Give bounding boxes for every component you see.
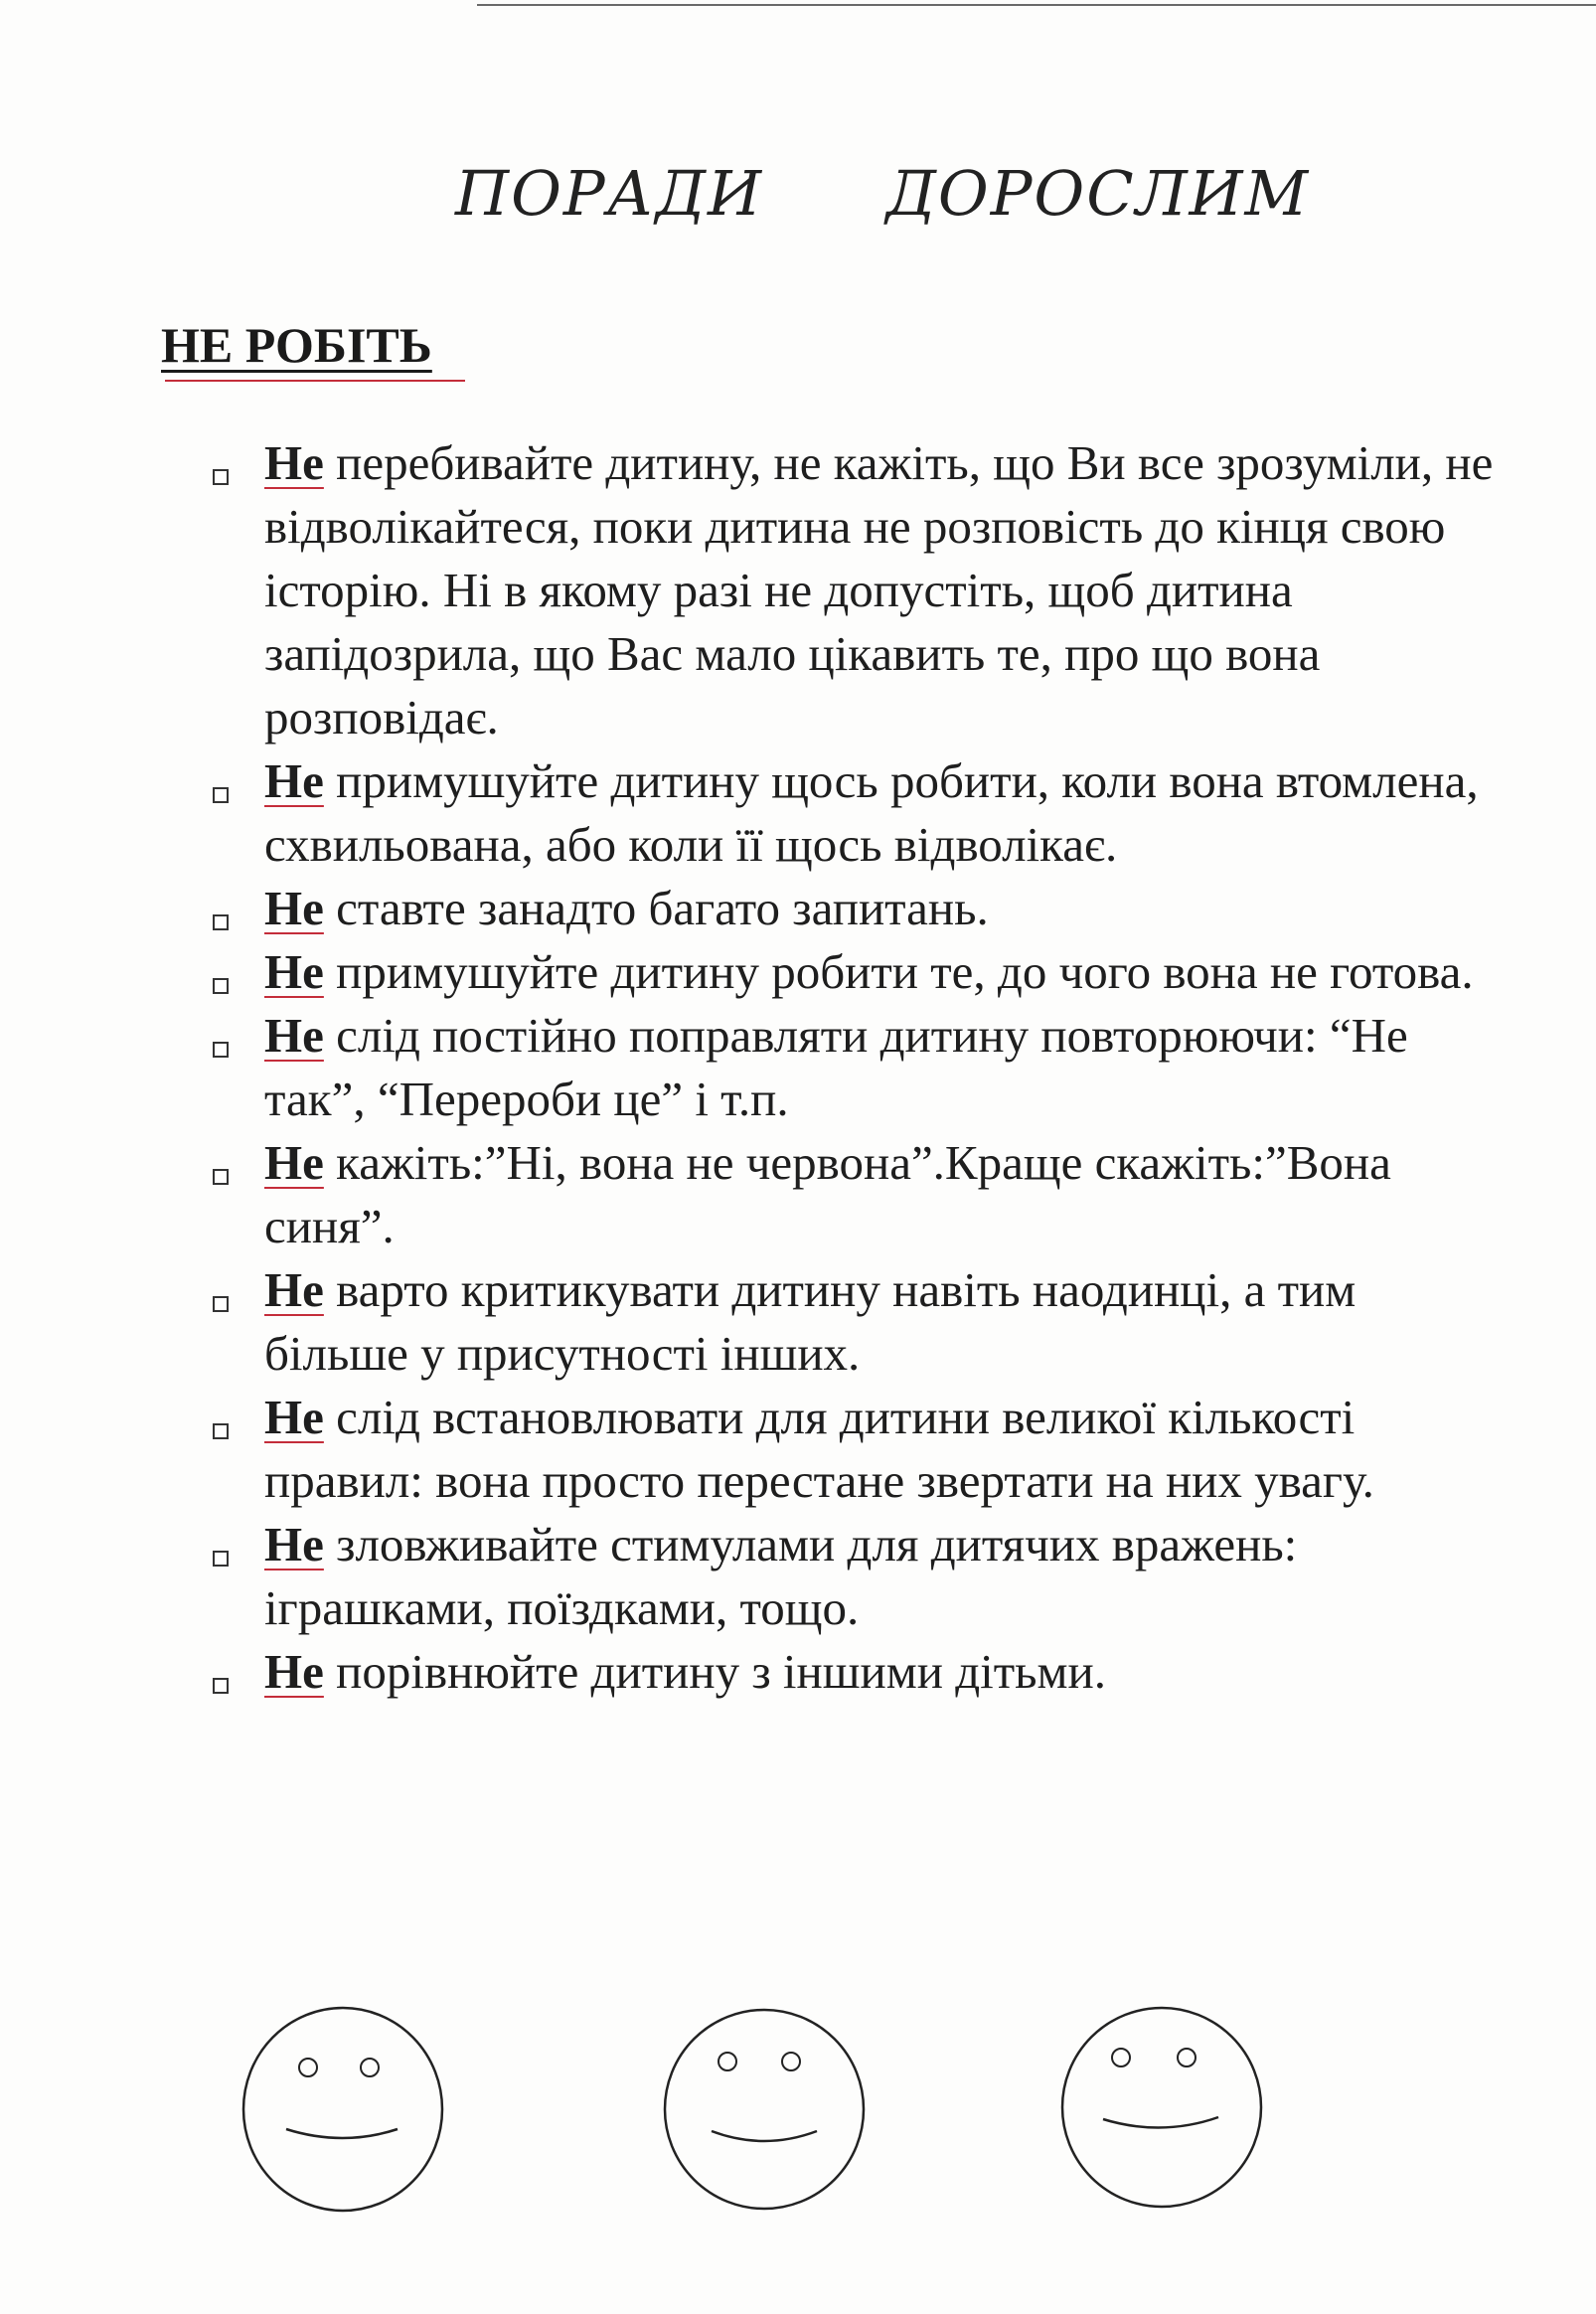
list-item [209, 940, 1501, 1004]
square-bullet-icon [213, 1042, 229, 1058]
smiley-face-icon [239, 1998, 447, 2217]
list-item [209, 877, 1501, 940]
square-bullet-icon [213, 1296, 229, 1312]
item-prefix: Не [264, 1644, 324, 1699]
item-text: слід постійно поправляти дитину повторюючи: “Не так”, “Перероби це” і т.п. [264, 1008, 1408, 1126]
section-heading: НЕ РОБІТЬ [161, 317, 432, 373]
square-bullet-icon [213, 978, 229, 994]
heading-red-underline [165, 380, 465, 382]
list-item [209, 1513, 1501, 1640]
square-bullet-icon [213, 1678, 229, 1694]
title-word-2: ДОРОСЛИМ [885, 157, 1310, 230]
item-prefix: Не [264, 1390, 324, 1444]
item-text: порівнюйте дитину з іншими дітьми. [323, 1644, 1106, 1699]
item-text: примушуйте дитину робити те, до чого вона не готова. [323, 944, 1474, 999]
list-item [209, 1131, 1501, 1258]
scan-edge-line [477, 4, 1596, 6]
advice-list [209, 431, 1501, 1704]
smiley-face-icon [660, 1998, 869, 2217]
item-text: перебивайте дитину, не кажіть, що Ви все зрозуміли, не відволікайтеся, поки дитина не розповість до кінця свою історію. Ні в якому разі не допустіть, щоб дитина запідозрила, що Вас мало цікавить те, про що вона розповідає. [264, 435, 1494, 744]
smiley-face-icon [1057, 1998, 1266, 2217]
item-prefix: Не [264, 1517, 324, 1571]
item-prefix: Не [264, 1008, 324, 1063]
square-bullet-icon [213, 469, 229, 485]
item-prefix: Не [264, 1262, 324, 1317]
item-prefix: Не [264, 435, 324, 490]
item-text: примушуйте дитину щось робити, коли вона втомлена, схвильована, або коли її щось відволікає. [264, 753, 1479, 872]
item-prefix: Не [264, 1135, 324, 1190]
list-item [209, 1258, 1501, 1386]
square-bullet-icon [213, 1169, 229, 1185]
page-title [455, 157, 1310, 230]
square-bullet-icon [213, 1423, 229, 1439]
list-item [209, 431, 1501, 749]
item-text: варто критикувати дитину навіть наодинці, а тим більше у присутності інших. [264, 1262, 1357, 1381]
title-word-1: ПОРАДИ [455, 157, 764, 230]
item-prefix: Не [264, 753, 324, 808]
list-item [209, 1640, 1501, 1704]
smiley-row [0, 1998, 1596, 2246]
list-item [209, 749, 1501, 877]
list-item [209, 1386, 1501, 1513]
item-text: кажіть:”Ні, вона не червона”.Краще скажіть:”Вона синя”. [264, 1135, 1391, 1253]
item-text: слід встановлювати для дитини великої кількості правил: вона просто перестане звертати на них увагу. [264, 1390, 1374, 1508]
item-text: зловживайте стимулами для дитячих вражень: іграшками, поїздками, тощо. [264, 1517, 1298, 1635]
item-prefix: Не [264, 881, 324, 935]
list-item [209, 1004, 1501, 1131]
square-bullet-icon [213, 1551, 229, 1567]
square-bullet-icon [213, 787, 229, 803]
item-text: ставте занадто багато запитань. [323, 881, 989, 935]
square-bullet-icon [213, 914, 229, 930]
item-prefix: Не [264, 944, 324, 999]
